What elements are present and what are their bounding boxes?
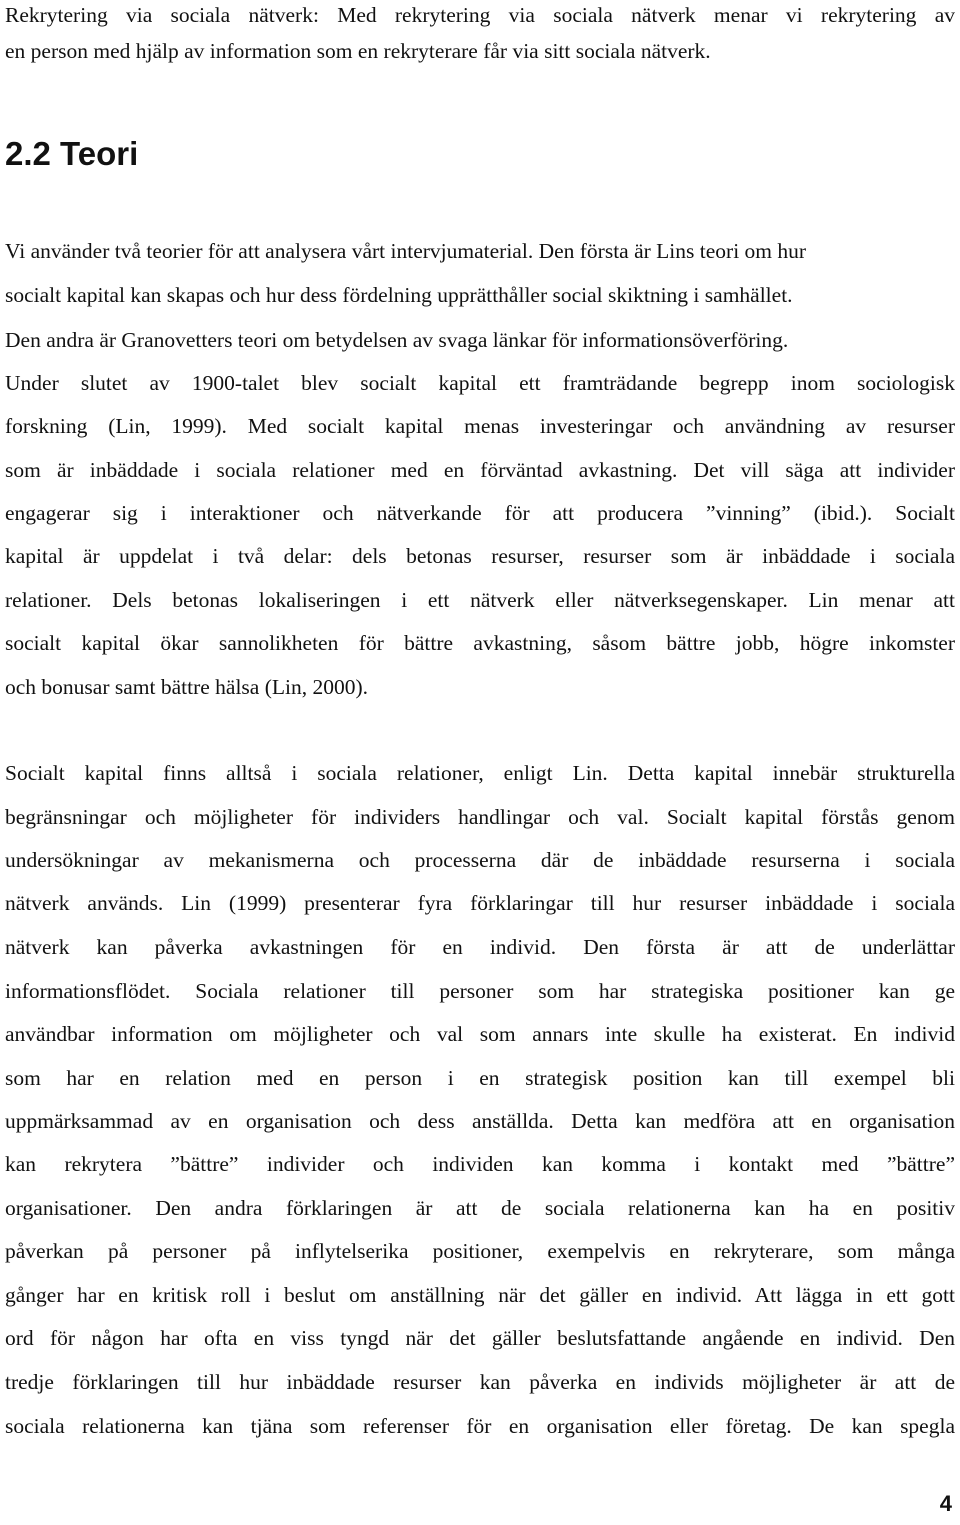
paragraph-line: påverkan på personer på inflytelserika positioner, exempelvis en rekryterare, som många [5, 1239, 955, 1263]
paragraph-line: ord för någon har ofta en viss tyngd när det gäller beslutsfattande angående en individ. Den [5, 1326, 955, 1350]
intro-line: Rekrytering via sociala nätverk: Med rekrytering via sociala nätverk menar vi rekrytering av [5, 3, 955, 27]
paragraph-line: som är inbäddade i sociala relationer med en förväntad avkastning. Det vill säga att individer [5, 458, 955, 482]
paragraph-line: tredje förklaringen till hur inbäddade resurser kan påverka en individs möjligheter är att de [5, 1370, 955, 1394]
paragraph-line: sociala relationerna kan tjäna som referenser för en organisation eller företag. De kan spegla [5, 1414, 955, 1438]
paragraph-line: användbar information om möjligheter och val som annars inte skulle ha existerat. En individ [5, 1022, 955, 1046]
paragraph-line: socialt kapital kan skapas och hur dess fördelning upprätthåller social skiktning i samhället. [5, 283, 793, 307]
paragraph-line: undersökningar av mekanismerna och processerna där de inbäddade resurserna i sociala [5, 848, 955, 872]
paragraph-line: begränsningar och möjligheter för individers handlingar och val. Socialt kapital förstås genom [5, 805, 955, 829]
paragraph-line: Socialt kapital finns alltså i sociala relationer, enligt Lin. Detta kapital innebär strukturella [5, 761, 955, 785]
section-heading: 2.2 Teori [5, 135, 139, 172]
paragraph-line: som har en relation med en person i en strategisk position kan till exempel bli [5, 1066, 955, 1090]
paragraph-line: organisationer. Den andra förklaringen är att de sociala relationerna kan ha en positiv [5, 1196, 955, 1220]
paragraph-line: Den andra är Granovetters teori om betydelsen av svaga länkar för informationsöverföring. [5, 328, 789, 352]
paragraph-line: forskning (Lin, 1999). Med socialt kapital menas investeringar och användning av resurser [5, 414, 955, 438]
paragraph-line: och bonusar samt bättre hälsa (Lin, 2000). [5, 675, 369, 699]
paragraph-line: Vi använder två teorier för att analysera vårt intervjumaterial. Den första är Lins teori om hur [5, 239, 807, 263]
paragraph-line: nätverk kan påverka avkastningen för en individ. Den första är att de underlättar [5, 935, 955, 959]
paragraph-line: uppmärksammad av en organisation och dess anställda. Detta kan medföra att en organisation [5, 1109, 955, 1133]
paragraph-line: kapital är uppdelat i två delar: dels betonas resurser, resurser som är inbäddade i sociala [5, 544, 955, 568]
paragraph-line: Under slutet av 1900-talet blev socialt kapital ett framträdande begrepp inom sociologisk [5, 371, 955, 395]
paragraph-line: informationsflödet. Sociala relationer till personer som har strategiska positioner kan ge [5, 979, 955, 1003]
paragraph-line: engagerar sig i interaktioner och nätverkande för att producera ”vinning” (ibid.). Socialt [5, 501, 955, 525]
intro-line: en person med hjälp av information som en rekryterare får via sitt sociala nätverk. [5, 39, 711, 63]
paragraph-line: kan rekrytera ”bättre” individer och individen kan komma i kontakt med ”bättre” [5, 1152, 955, 1176]
page-number: 4 [939, 1491, 952, 1516]
paragraph-line: socialt kapital ökar sannolikheten för bättre avkastning, såsom bättre jobb, högre inkomster [5, 631, 955, 655]
paragraph-line: nätverk används. Lin (1999) presenterar fyra förklaringar till hur resurser inbäddade i sociala [5, 891, 955, 915]
paragraph-line: relationer. Dels betonas lokaliseringen i ett nätverk eller nätverksegenskaper. Lin menar att [5, 588, 955, 612]
paragraph-line: gånger har en kritisk roll i beslut om anställning när det gäller en individ. Att lägga in ett gott [5, 1283, 955, 1307]
